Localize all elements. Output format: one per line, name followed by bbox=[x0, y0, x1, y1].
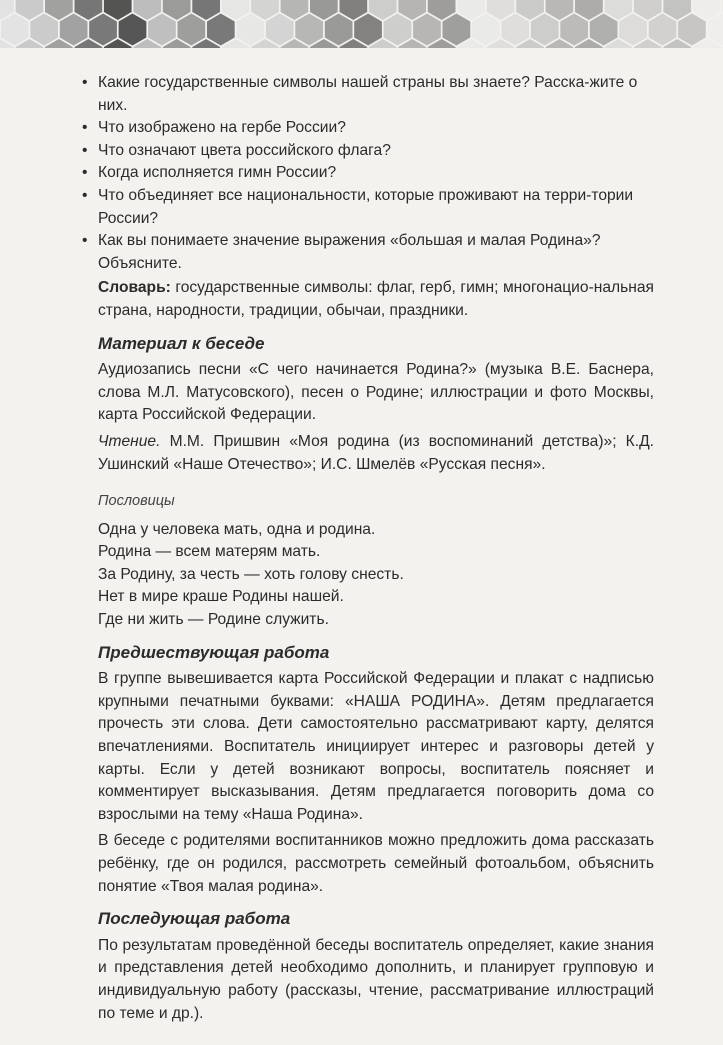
proverbs-title: Пословицы bbox=[98, 493, 175, 510]
document-page bbox=[82, 72, 654, 1025]
hexagon-tile bbox=[207, 14, 235, 46]
bullet-icon: • bbox=[82, 74, 88, 91]
preceding-heading: Предшествующая работа bbox=[98, 642, 330, 662]
material-audio-paragraph: Аудиозапись песни «С чего начинается Родина?» (музыка В.Е. Баснера, слова М.Л. Матусовского), песен о Родине; иллюстрации и фото Москвы, карта Российской Федерации. bbox=[98, 361, 654, 424]
hexagon-tile bbox=[1, 14, 29, 46]
hexagon-tile bbox=[119, 14, 147, 46]
proverb: Родина — всем матерям мать. bbox=[98, 543, 321, 561]
list-item: • Когда исполняется гимн России? bbox=[98, 162, 654, 185]
list-item: • Что изображено на гербе России? bbox=[98, 117, 654, 140]
proverbs-list bbox=[98, 519, 654, 632]
hexagon-tile bbox=[443, 14, 471, 46]
bullet-icon: • bbox=[82, 186, 88, 204]
material-heading: Материал к беседе bbox=[98, 333, 265, 353]
hexagon-tile bbox=[708, 14, 723, 46]
hexagon-tile bbox=[236, 14, 264, 46]
question-list bbox=[82, 72, 654, 275]
reading-label: Чтение. bbox=[98, 432, 161, 450]
bullet-icon: • bbox=[82, 141, 88, 159]
hexagon-tile bbox=[384, 14, 412, 46]
proverb: Нет в мире краше Родины нашей. bbox=[98, 588, 344, 606]
proverb: За Родину, за честь — хоть голову снесть. bbox=[98, 565, 404, 583]
hexagon-tile bbox=[531, 14, 559, 46]
reading-text: М.М. Пришвин «Моя родина (из воспоминаний детства)»; К.Д. Ушинский «Наше Отечество»; И.С. Шмелёв «Русская песня». bbox=[98, 432, 654, 473]
hexagon-tile bbox=[325, 14, 353, 46]
hexagon-tile bbox=[619, 14, 647, 46]
hexagon-tile bbox=[649, 14, 677, 46]
hexagon-pattern-band bbox=[0, 0, 723, 48]
preceding-paragraph-2: В беседе с родителями воспитанников можно предложить дома рассказать ребёнку, где он родился, рассмотреть семейный фотоальбом, объяснить понятие «Твоя малая родина». bbox=[98, 832, 654, 895]
preceding-paragraph-1: В группе вывешивается карта Российской Федерации и плакат с надписью крупными печатными буквами: «НАША РОДИНА». Детям предлагается прочесть эти слова. Дети самостоятельно рассматривают карту, делятся впечатлениями. Воспитатель инициирует интерес и разговоры детей у карты. Если у детей возникают вопросы, воспитатель поясняет и комментирует высказывания. Детям предлагается поговорить дома со взрослыми на тему «Наша Родина». bbox=[98, 670, 654, 823]
vocabulary-text: государственные символы: флаг, герб, гимн; многонацио-нальная страна, народности, традиции, обычаи, праздники. bbox=[98, 279, 654, 319]
following-paragraph: По результатам проведённой беседы воспитатель определяет, какие знания и представления детей необходимо дополнить, и планирует групповую и индивидуальную работу (рассказы, чтение, рассматривание иллюстраций по теме и др.). bbox=[98, 936, 654, 1022]
hexagon-tile bbox=[178, 14, 206, 46]
following-heading: Последующая работа bbox=[98, 909, 291, 929]
list-item: • Что объединяет все национальности, которые проживают на терри-тории России? bbox=[82, 186, 634, 227]
hexagon-tile bbox=[89, 14, 117, 46]
hexagon-tile bbox=[501, 14, 529, 46]
hexagon-tile bbox=[266, 14, 294, 46]
hexagon-tile bbox=[60, 14, 88, 46]
list-item: • Как вы понимаете значение выражения «большая и малая Родина»? Объясните. bbox=[82, 232, 601, 272]
hexagon-tile bbox=[590, 14, 618, 46]
hexagon-tile bbox=[678, 14, 706, 46]
hexagon-tile bbox=[354, 14, 382, 46]
proverb: Одна у человека мать, одна и родина. bbox=[98, 520, 376, 538]
hexagon-tile bbox=[560, 14, 588, 46]
hexagon-tile bbox=[30, 14, 58, 46]
material-reading-paragraph bbox=[98, 431, 654, 476]
bullet-icon: • bbox=[82, 164, 88, 182]
hexagon-tile bbox=[413, 14, 441, 46]
hexagon-tile bbox=[148, 14, 176, 46]
list-item: • Какие государственные символы нашей страны вы знаете? Расска-жите о них. bbox=[82, 74, 638, 114]
list-item: • Что означают цвета российского флага? bbox=[98, 140, 654, 163]
hexagon-tile bbox=[472, 14, 500, 46]
bullet-icon: • bbox=[82, 232, 88, 250]
hexagon-tile bbox=[295, 14, 323, 46]
bullet-icon: • bbox=[82, 119, 88, 137]
vocabulary-paragraph bbox=[98, 277, 654, 322]
vocabulary-label: Словарь: bbox=[98, 279, 171, 297]
proverb: Где ни жить — Родине служить. bbox=[98, 611, 329, 629]
